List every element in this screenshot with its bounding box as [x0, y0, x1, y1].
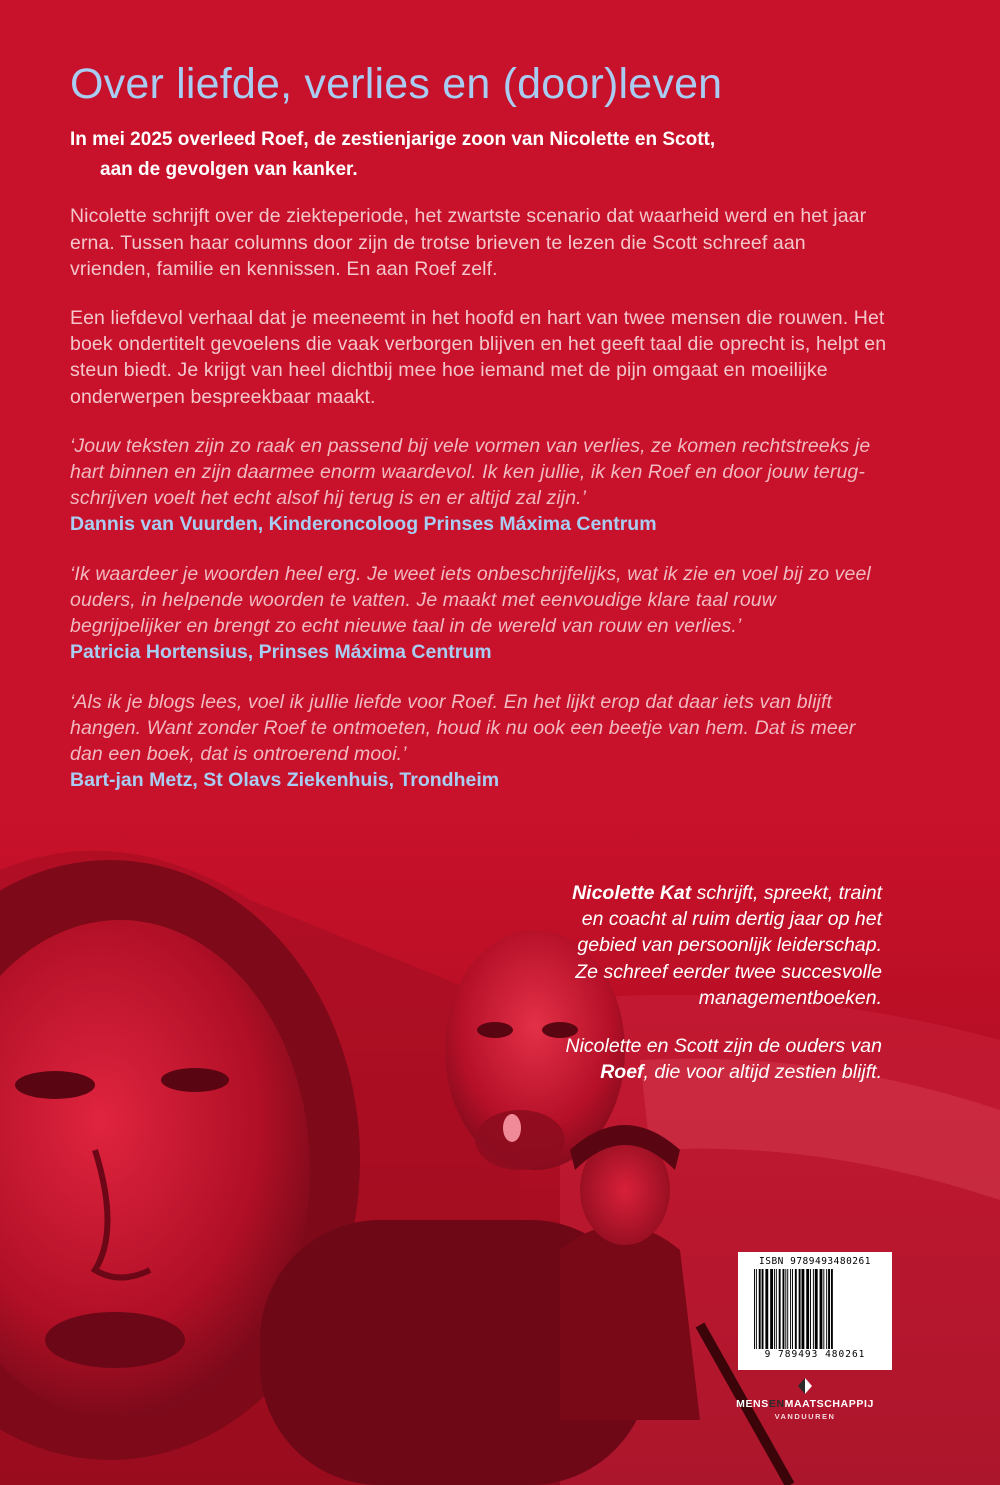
barcode-bar [774, 1269, 775, 1349]
barcode-bar [765, 1269, 768, 1349]
barcode-bar [770, 1269, 773, 1349]
barcode-bar [756, 1269, 757, 1349]
barcode-bar [785, 1269, 786, 1349]
barcode-bar [810, 1269, 811, 1349]
publisher-name-part: MENS [736, 1398, 769, 1410]
lead-line-1: In mei 2025 overleed Roef, de zestienjarige zoon van Nicolette en Scott, [70, 129, 716, 151]
barcode-bar [790, 1269, 791, 1349]
publisher-imprint: VANDUUREN [774, 1412, 836, 1421]
publisher-name [700, 1398, 910, 1410]
author-bio-text: schrijft, spreekt, traint en coacht al ruim dertig jaar op het gebied van persoonlijk leiderschap. Ze schreef eerder twee succesvolle managementboeken. [575, 882, 882, 1009]
description-paragraph: Nicolette schrijft over de ziekteperiode, het zwartste scenario dat waarheid werd en het jaar erna. Tussen haar columns door zijn de trotse brieven te lezen die Scott schreef aan vrienden, familie en kennissen. En aan Roef zelf. [70, 205, 867, 280]
author-name: Nicolette Kat [572, 882, 692, 904]
publisher-name-part: MAATSCHAPPIJ [784, 1398, 874, 1410]
publisher-name-part: EN [768, 1398, 785, 1410]
review-quote: ‘Jouw teksten zijn zo raak en passend bij vele vormen van verlies, ze komen rechtstreeks je hart binnen en zijn daarmee enorm waardevol. Ik ken jullie, ik ken Roef en door jouw terug-schrijven voelt het echt alsof hij terug is en er altijd zal zijn.’ [70, 434, 871, 509]
barcode-bar [806, 1269, 809, 1349]
review-author: Patricia Hortensius, Prinses Máxima Centrum [70, 640, 492, 663]
parents-text: Nicolette en Scott zijn de ouders van [565, 1035, 882, 1058]
barcode-bar [813, 1269, 814, 1349]
barcode-bar [792, 1269, 793, 1349]
parents-paragraph [552, 1033, 882, 1085]
barcode-bar [754, 1269, 755, 1349]
barcode-bar [787, 1269, 788, 1349]
barcode-bar [820, 1269, 823, 1349]
barcode-bar [831, 1269, 833, 1349]
review-quote: ‘Ik waardeer je woorden heel erg. Je weet iets onbeschrijfelijks, wat ik zie en voel bij zo veel ouders, in helpende woorden te vatten. Je maakt met eenvoudige klare taal rouw begrijpelijker en brengt zo echt nieuwe taal in de wereld van rouw en verlies.’ [70, 562, 871, 637]
barcode-bar [783, 1269, 785, 1349]
parents-text-end: , die voor altijd zestien blijft. [643, 1061, 882, 1084]
publisher-logo [700, 1378, 910, 1421]
barcode-bar [759, 1269, 761, 1349]
barcode-bar [779, 1269, 781, 1349]
barcode-digits: 9 789493 480261 [764, 1349, 866, 1360]
barcode-bar [776, 1269, 777, 1349]
barcode-bar [828, 1269, 830, 1349]
review-author: Dannis van Vuurden, Kinderoncoloog Prinses Máxima Centrum [70, 512, 657, 535]
barcode-bars [750, 1269, 880, 1349]
main-text-column [70, 60, 890, 817]
publisher-mark-icon [798, 1378, 812, 1394]
barcode-bar [823, 1269, 824, 1349]
barcode-bar [826, 1269, 827, 1349]
book-title: Over liefde, verlies en (door)leven [70, 60, 723, 108]
description-paragraph: Een liefdevol verhaal dat je meeneemt in het hoofd en hart van twee mensen die rouwen. Het boek ondertitelt gevoelens die vaak verborgen blijven en het geeft taal die oprecht is, helpt en steun biedt. Je krijgt van heel dichtbij mee hoe iemand met de pijn omgaat en moeilijke onderwerpen bespreekbaar maakt. [70, 307, 887, 408]
barcode-bar [815, 1269, 818, 1349]
lead-paragraph [70, 125, 890, 185]
author-bio-paragraph [552, 880, 882, 1011]
barcode-bar [799, 1269, 801, 1349]
barcode-bar [762, 1269, 764, 1349]
barcode-bar [795, 1269, 797, 1349]
review-quote: ‘Als ik je blogs lees, voel ik jullie liefde voor Roef. En het lijkt erop dat daar iets van blijft hangen. Want zonder Roef te ontmoeten, houd ik nu ook een beetje van hem. Dat is meer dan een boek, dat is ontroerend mooi.’ [70, 690, 856, 765]
isbn-barcode [738, 1252, 892, 1370]
isbn-label: ISBN 9789493480261 [759, 1256, 871, 1267]
barcode-bar [802, 1269, 805, 1349]
review-author: Bart-jan Metz, St Olavs Ziekenhuis, Trondheim [70, 768, 500, 791]
son-name: Roef [600, 1061, 644, 1084]
author-bio [552, 880, 882, 1107]
lead-line-2: aan de gevolgen van kanker. [100, 159, 358, 181]
